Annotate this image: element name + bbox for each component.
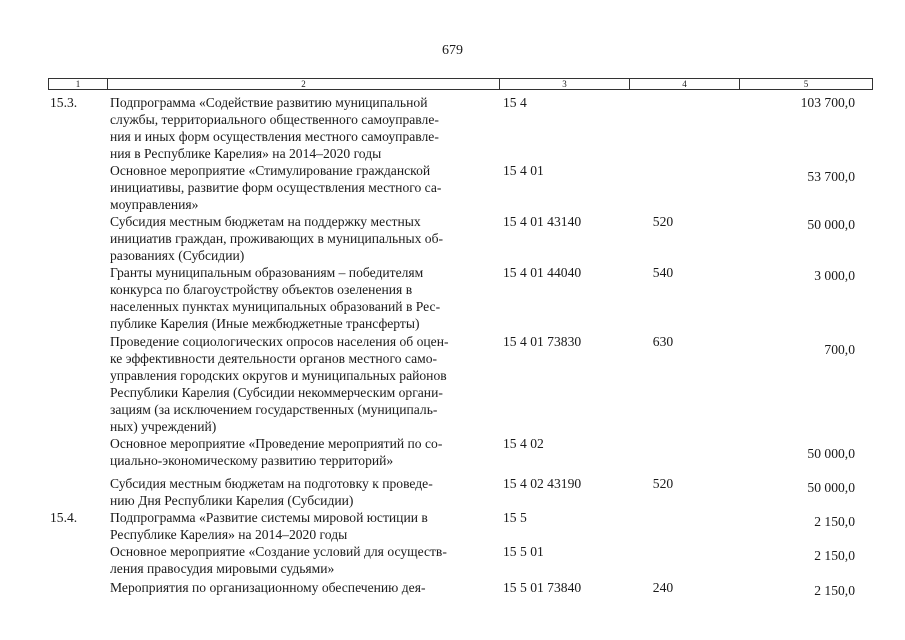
- row-description: Проведение социологических опросов населения об оцен- ке эффективности деятельности органов местного само- управления городских округов и муниципальных районов Республики Карелия (Субсидии некоммерческим органи- зациям (за исключением государственных (муниципаль- ных) учреждений): [110, 334, 449, 434]
- row-amount: 3 000,0: [814, 268, 855, 283]
- row-amount: 2 150,0: [814, 514, 855, 529]
- row-description: Субсидия местным бюджетам на подготовку к проведе- нию Дня Республики Карелия (Субсидии): [110, 476, 433, 508]
- row-description: Основное мероприятие «Создание условий для осуществ- ления правосудия мировыми судьями»: [110, 544, 447, 576]
- row-code: 15 5 01: [503, 544, 544, 559]
- row-code: 15 4: [503, 95, 527, 110]
- row-amount: 2 150,0: [814, 583, 855, 598]
- row-amount: 50 000,0: [807, 446, 855, 461]
- row-description: Мероприятия по организационному обеспечению дея-: [110, 580, 426, 595]
- row-number: 15.4.: [50, 510, 78, 525]
- header-col-1: 1: [75, 79, 81, 89]
- row-expense-type: 540: [652, 265, 674, 280]
- row-expense-type: 520: [652, 214, 674, 229]
- row-description: Подпрограмма «Содействие развитию муниципальной службы, территориального общественного самоуправле- ния и иных форм осуществления местного самоуправле- ния в Республике Карелия» на 2014–2020 годы: [110, 95, 439, 161]
- row-code: 15 5: [503, 510, 527, 525]
- row-amount: 2 150,0: [814, 548, 855, 563]
- page-number: 679: [442, 43, 463, 58]
- row-number: 15.3.: [50, 95, 78, 110]
- header-col-5: 5: [739, 79, 872, 89]
- row-amount: 700,0: [824, 342, 855, 357]
- row-amount: 50 000,0: [807, 480, 855, 495]
- row-code: 15 4 02 43190: [503, 476, 582, 491]
- row-code: 15 4 01: [503, 163, 544, 178]
- row-amount: 50 000,0: [807, 217, 855, 232]
- row-description: Основное мероприятие «Проведение мероприятий по со- циально-экономическому развитию территорий»: [110, 436, 443, 468]
- table-header: [48, 78, 873, 90]
- row-code: 15 4 01 43140: [503, 214, 582, 229]
- row-amount: 53 700,0: [807, 169, 855, 184]
- header-col-2: 2: [107, 79, 499, 89]
- row-expense-type: 240: [652, 580, 674, 595]
- row-description: Основное мероприятие «Стимулирование гражданской инициативы, развитие форм осуществления местного са- моуправления»: [110, 163, 442, 212]
- row-description: Субсидия местным бюджетам на поддержку местных инициатив граждан, проживающих в муниципальных об- разованиях (Субсидии): [110, 214, 444, 263]
- row-code: 15 5 01 73840: [503, 580, 582, 595]
- row-description: Гранты муниципальным образованиям – победителям конкурса по благоустройству объектов озеленения в населенных пунктах муниципальных образований в Рес- публике Карелия (Иные межбюджетные трансферты): [110, 265, 441, 331]
- row-expense-type: 630: [652, 334, 674, 349]
- header-col-3: 3: [499, 79, 629, 89]
- row-description: Подпрограмма «Развитие системы мировой юстиции в Республике Карелия» на 2014–2020 годы: [110, 510, 428, 542]
- row-code: 15 4 01 73830: [503, 334, 582, 349]
- row-amount: 103 700,0: [800, 95, 855, 110]
- row-expense-type: 520: [652, 476, 674, 491]
- row-code: 15 4 02: [503, 436, 544, 451]
- header-col-4: 4: [629, 79, 739, 89]
- row-code: 15 4 01 44040: [503, 265, 582, 280]
